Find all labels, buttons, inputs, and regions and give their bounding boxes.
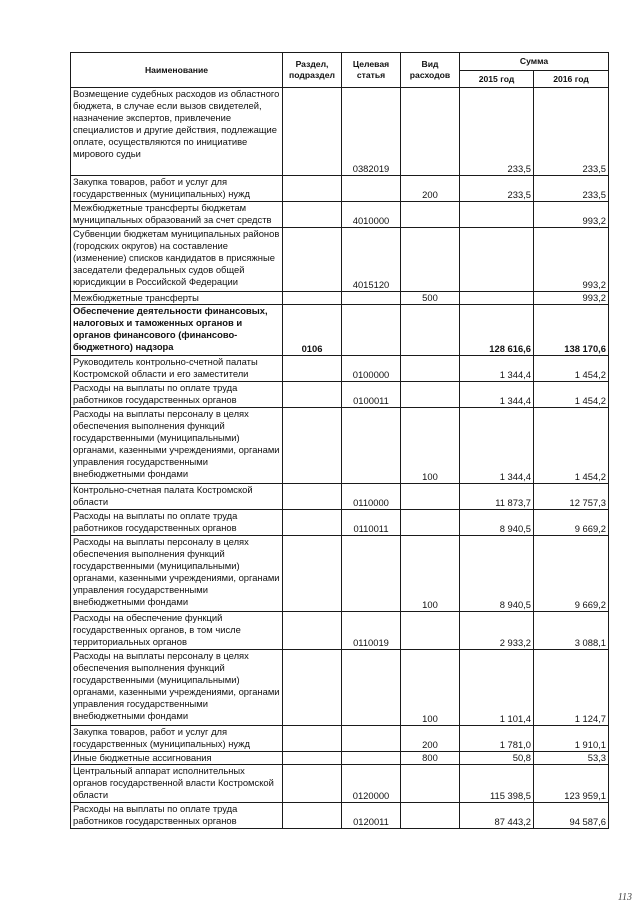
row-sum-2015: 2 933,2 <box>460 612 534 650</box>
table-body <box>71 88 609 829</box>
row-target <box>342 176 401 202</box>
row-sum-2016: 138 170,6 <box>534 305 609 356</box>
row-expense-type <box>401 612 460 650</box>
row-sum-2015: 87 443,2 <box>460 803 534 829</box>
row-sum-2016: 123 959,1 <box>534 765 609 803</box>
header-expense-type: Вид расходов <box>401 53 460 88</box>
row-expense-type <box>401 228 460 292</box>
row-name: Межбюджетные трансферты <box>71 292 283 305</box>
row-sum-2016: 1 124,7 <box>534 650 609 726</box>
row-sum-2015: 8 940,5 <box>460 536 534 612</box>
row-sum-2016: 12 757,3 <box>534 484 609 510</box>
row-section <box>283 356 342 382</box>
row-expense-type: 100 <box>401 536 460 612</box>
row-expense-type <box>401 88 460 176</box>
row-expense-type: 500 <box>401 292 460 305</box>
row-target <box>342 752 401 765</box>
row-name: Иные бюджетные ассигнования <box>71 752 283 765</box>
row-sum-2015: 50,8 <box>460 752 534 765</box>
row-expense-type: 100 <box>401 408 460 484</box>
row-name: Расходы на выплаты по оплате труда работников государственных органов <box>71 803 283 829</box>
budget-table <box>70 52 609 829</box>
row-section <box>283 484 342 510</box>
row-sum-2016: 1 454,2 <box>534 382 609 408</box>
row-sum-2016: 9 669,2 <box>534 510 609 536</box>
table-row <box>71 176 609 202</box>
row-section <box>283 752 342 765</box>
row-sum-2015 <box>460 228 534 292</box>
table-row <box>71 765 609 803</box>
row-section <box>283 88 342 176</box>
row-name: Центральный аппарат исполнительных органов государственной власти Костромской области <box>71 765 283 803</box>
row-sum-2016: 233,5 <box>534 88 609 176</box>
row-expense-type <box>401 765 460 803</box>
row-name: Расходы на выплаты персоналу в целях обеспечения выполнения функций государственными (муниципальными) органами, казенными учреждениями, органами управления государственными внебюджетными фондами <box>71 536 283 612</box>
row-expense-type <box>401 382 460 408</box>
table-row <box>71 292 609 305</box>
row-target <box>342 650 401 726</box>
row-name: Расходы на обеспечение функций государственных органов, в том числе территориальных органов <box>71 612 283 650</box>
row-section <box>283 536 342 612</box>
table-row <box>71 510 609 536</box>
row-target: 0120000 <box>342 765 401 803</box>
row-target: 0100011 <box>342 382 401 408</box>
row-sum-2016: 993,2 <box>534 292 609 305</box>
row-section <box>283 292 342 305</box>
row-sum-2015 <box>460 202 534 228</box>
row-target: 0382019 <box>342 88 401 176</box>
row-name: Расходы на выплаты персоналу в целях обеспечения выполнения функций государственными (муниципальными) органами, казенными учреждениями, органами управления государственными внебюджетными фондами <box>71 408 283 484</box>
row-target: 0110000 <box>342 484 401 510</box>
row-section: 0106 <box>283 305 342 356</box>
header-year-2015: 2015 год <box>460 71 534 88</box>
row-name: Расходы на выплаты персоналу в целях обеспечения выполнения функций государственными (муниципальными) органами, казенными учреждениями, органами управления государственными внебюджетными фондами <box>71 650 283 726</box>
row-name: Расходы на выплаты по оплате труда работников государственных органов <box>71 510 283 536</box>
row-target <box>342 408 401 484</box>
row-section <box>283 803 342 829</box>
row-target: 4015120 <box>342 228 401 292</box>
header-year-2016: 2016 год <box>534 71 609 88</box>
row-sum-2015: 1 781,0 <box>460 726 534 752</box>
row-sum-2015: 1 344,4 <box>460 382 534 408</box>
row-target <box>342 305 401 356</box>
row-sum-2016: 1 910,1 <box>534 726 609 752</box>
row-name: Закупка товаров, работ и услуг для государственных (муниципальных) нужд <box>71 726 283 752</box>
row-sum-2016: 53,3 <box>534 752 609 765</box>
row-sum-2015: 128 616,6 <box>460 305 534 356</box>
table-row <box>71 356 609 382</box>
row-expense-type: 800 <box>401 752 460 765</box>
table-row <box>71 726 609 752</box>
header-name: Наименование <box>71 53 283 88</box>
row-target: 0100000 <box>342 356 401 382</box>
row-target: 4010000 <box>342 202 401 228</box>
table-row <box>71 382 609 408</box>
row-expense-type: 100 <box>401 650 460 726</box>
row-sum-2016: 94 587,6 <box>534 803 609 829</box>
row-section <box>283 650 342 726</box>
table-row <box>71 612 609 650</box>
row-target: 0110019 <box>342 612 401 650</box>
table-row <box>71 202 609 228</box>
row-target <box>342 726 401 752</box>
row-name: Субвенции бюджетам муниципальных районов (городских округов) на составление (изменение) списков кандидатов в присяжные заседатели федеральных судов общей юрисдикции в Российской Федерации <box>71 228 283 292</box>
row-sum-2016: 993,2 <box>534 202 609 228</box>
row-sum-2015: 115 398,5 <box>460 765 534 803</box>
table-row <box>71 536 609 612</box>
header-section: Раздел, подраздел <box>283 53 342 88</box>
row-section <box>283 228 342 292</box>
row-section <box>283 176 342 202</box>
row-sum-2016: 233,5 <box>534 176 609 202</box>
row-section <box>283 765 342 803</box>
row-section <box>283 408 342 484</box>
row-sum-2015: 1 344,4 <box>460 408 534 484</box>
row-section <box>283 726 342 752</box>
row-sum-2015: 233,5 <box>460 88 534 176</box>
row-section <box>283 612 342 650</box>
header-target: Целевая статья <box>342 53 401 88</box>
row-name: Закупка товаров, работ и услуг для государственных (муниципальных) нужд <box>71 176 283 202</box>
page-number: 113 <box>617 892 632 903</box>
row-section <box>283 510 342 536</box>
header-sum: Сумма <box>460 53 609 71</box>
row-target <box>342 292 401 305</box>
table-row <box>71 305 609 356</box>
table-row <box>71 803 609 829</box>
row-sum-2015 <box>460 292 534 305</box>
row-expense-type <box>401 803 460 829</box>
row-name: Межбюджетные трансферты бюджетам муниципальных образований за счет средств <box>71 202 283 228</box>
row-sum-2016: 1 454,2 <box>534 408 609 484</box>
row-expense-type <box>401 305 460 356</box>
table-row <box>71 752 609 765</box>
table-row <box>71 408 609 484</box>
table-row <box>71 88 609 176</box>
row-expense-type <box>401 484 460 510</box>
row-name: Контрольно-счетная палата Костромской области <box>71 484 283 510</box>
row-expense-type <box>401 202 460 228</box>
row-section <box>283 382 342 408</box>
row-sum-2016: 1 454,2 <box>534 356 609 382</box>
row-section <box>283 202 342 228</box>
row-name: Обеспечение деятельности финансовых, налоговых и таможенных органов и органов финансового (финансово-бюджетного) надзора <box>71 305 283 356</box>
row-expense-type: 200 <box>401 176 460 202</box>
row-expense-type <box>401 356 460 382</box>
row-target: 0120011 <box>342 803 401 829</box>
row-sum-2015: 1 344,4 <box>460 356 534 382</box>
row-sum-2016: 9 669,2 <box>534 536 609 612</box>
row-expense-type <box>401 510 460 536</box>
row-target: 0110011 <box>342 510 401 536</box>
row-sum-2016: 993,2 <box>534 228 609 292</box>
row-sum-2015: 233,5 <box>460 176 534 202</box>
table-row <box>71 650 609 726</box>
row-sum-2015: 1 101,4 <box>460 650 534 726</box>
row-target <box>342 536 401 612</box>
table-row <box>71 228 609 292</box>
row-name: Расходы на выплаты по оплате труда работников государственных органов <box>71 382 283 408</box>
row-sum-2015: 11 873,7 <box>460 484 534 510</box>
row-name: Руководитель контрольно-счетной палаты Костромской области и его заместители <box>71 356 283 382</box>
row-sum-2015: 8 940,5 <box>460 510 534 536</box>
table-row <box>71 484 609 510</box>
row-name: Возмещение судебных расходов из областного бюджета, в случае если вызов свидетелей, назначение экспертов, привлечение специалистов и другие действия, подлежащие оплате, осуществляются по инициативе мирового судьи <box>71 88 283 176</box>
row-sum-2016: 3 088,1 <box>534 612 609 650</box>
row-expense-type: 200 <box>401 726 460 752</box>
